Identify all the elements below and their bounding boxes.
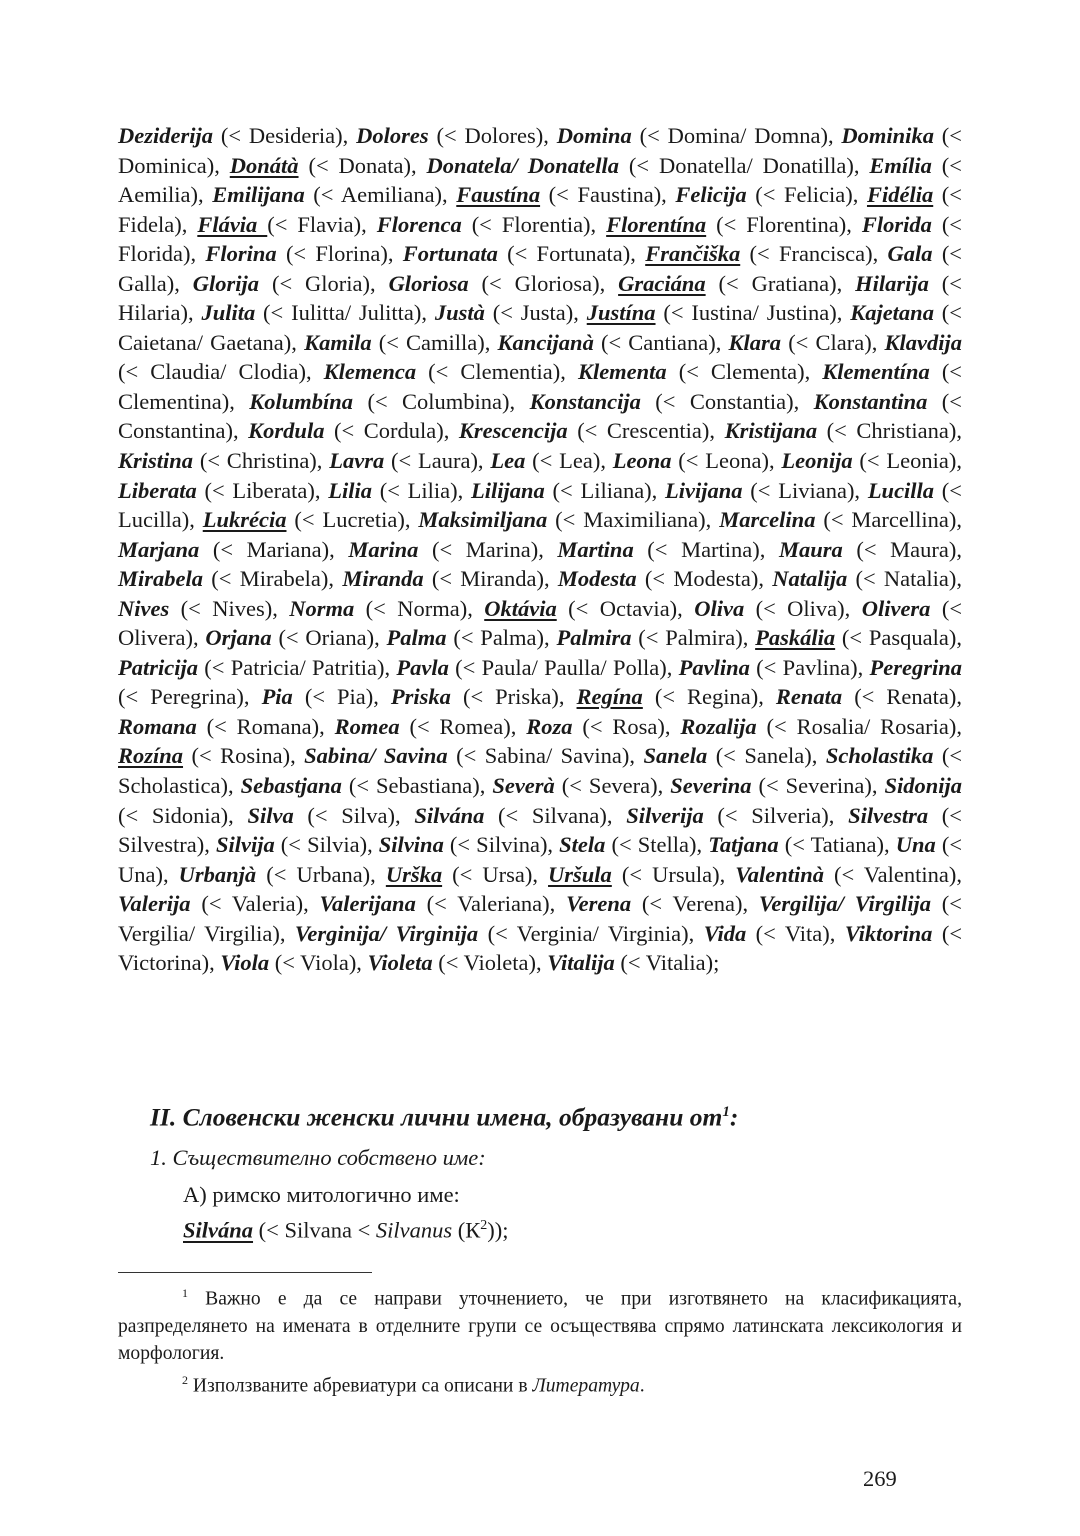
name-entry: Frančiška — [645, 241, 741, 267]
name-entry: Flávia — [197, 211, 268, 237]
name-source: (< Vita), — [746, 920, 845, 946]
name-entry: Rozína — [118, 743, 184, 769]
name-entry: Lea — [490, 448, 526, 474]
name-entry: Faustína — [456, 182, 541, 208]
name-source: (< Valeria), — [190, 891, 320, 917]
name-entry: Oktávia — [484, 595, 557, 621]
name-entry: Fortunata — [402, 241, 498, 267]
section-heading-text: II. Словенски женски лични имена, образувани от — [150, 1102, 723, 1132]
name-entry: Sebastjana — [240, 773, 342, 799]
name-source: (< Christina), — [193, 448, 330, 474]
name-entry: Patricija — [118, 654, 198, 680]
subsection-a-title: А) римско митологично име: — [183, 1182, 460, 1207]
name-entry: Pavlina — [678, 654, 750, 680]
name-source: (< Martina), — [633, 536, 780, 562]
name-source: (< Laura), — [384, 448, 491, 474]
name-source: (< Severa), — [554, 773, 671, 799]
footnote-1-number: 1 — [182, 1286, 188, 1300]
name-entry: Sabina/ Savina — [304, 743, 448, 769]
name-entry: Silverija — [626, 802, 704, 828]
name-entry: Kancijanà — [497, 329, 594, 355]
name-source: (< Gratiana), — [705, 270, 856, 296]
name-source: (< Stella), — [605, 832, 709, 858]
name-source: (< Sanela), — [707, 743, 826, 769]
name-source: (< Oriana), — [271, 625, 387, 651]
name-entry: Donatela/ Donatella — [426, 152, 619, 178]
subsection-1-title: 1. Съществително собствено име: — [150, 1145, 486, 1170]
name-entry: Florenca — [376, 211, 462, 237]
footnote-2-text: Използваните абревиатури са описани в — [188, 1375, 533, 1397]
name-source: (< Liviana), — [742, 477, 868, 503]
footnote-2-italic: Литература — [532, 1375, 640, 1397]
name-entry: Vitalija — [547, 950, 615, 976]
name-source: (< Peregrina), — [118, 684, 262, 710]
name-source: (< Miranda), — [423, 566, 558, 592]
name-source: (< Gloriosa), — [468, 270, 619, 296]
name-source: (< Vergilia/ Virgilia), — [118, 891, 962, 946]
name-source: (< Olivera), — [118, 595, 963, 651]
name-entry: Romea — [334, 713, 400, 739]
name-source: (< Norma), — [354, 595, 485, 621]
name-source: (< Leonia), — [852, 448, 962, 474]
name-source: (< Sebastiana), — [341, 773, 493, 799]
name-source: (< Nives), — [169, 595, 290, 621]
name-source: (< Lilia), — [371, 477, 472, 503]
name-entry: Miranda — [342, 566, 424, 592]
name-entry: Kamila — [304, 329, 372, 355]
name-entry: Vida — [703, 920, 747, 946]
name-source: (< Clementina), — [118, 359, 963, 414]
name-entry: Leonija — [781, 448, 853, 474]
name-source: (< Natalia), — [847, 566, 962, 592]
name-source: (< Lucilla), — [118, 477, 962, 533]
name-source: (< Crescentia), — [567, 418, 725, 444]
name-entry: Silva — [247, 802, 294, 828]
name-source: (< Caietana/ Gaetana), — [118, 300, 962, 355]
name-source: (< Patricia/ Patritia), — [198, 654, 397, 680]
name-source: (< Verena), — [631, 891, 759, 917]
name-source: (< Mariana), — [199, 536, 349, 562]
name-entry: Klavdija — [884, 329, 962, 355]
name-entry: Modesta — [557, 566, 637, 592]
example-name: Silvána — [183, 1217, 254, 1243]
name-source: (< Felicia), — [746, 182, 867, 208]
name-source: (< Lucretia), — [286, 507, 419, 533]
name-entry: Marcelina — [719, 507, 816, 533]
name-source: (< Florentina), — [706, 211, 862, 237]
name-entry: Urška — [385, 861, 443, 887]
name-source: (< Dominica), — [118, 123, 962, 178]
footnote-divider — [118, 1272, 372, 1273]
name-entry: Marina — [348, 536, 419, 562]
name-source: (< Sidonia), — [118, 802, 248, 828]
name-entry: Palma — [386, 625, 447, 651]
name-source: (< Liberata), — [196, 477, 329, 503]
name-entry: Lavra — [329, 448, 385, 474]
name-entry: Severina — [670, 773, 752, 799]
name-source: (< Aemilia), — [118, 152, 962, 208]
name-entry: Lilijana — [471, 477, 545, 503]
name-entry: Maksimiljana — [418, 507, 548, 533]
name-source: (< Galla), — [118, 241, 963, 296]
name-entry: Orjana — [205, 625, 272, 651]
name-entry: Silvina — [378, 832, 444, 858]
name-entry: Lucilla — [867, 477, 935, 503]
name-source: (< Clementa), — [666, 359, 823, 385]
name-entry: Valerijana — [319, 891, 416, 917]
name-source: (< Pia), — [292, 684, 391, 710]
name-entry: Gloriosa — [388, 270, 469, 296]
name-source: (< Ursula), — [611, 861, 736, 887]
name-entry: Violeta — [367, 950, 433, 976]
name-source: (< Silva), — [293, 802, 415, 828]
name-source: (< Mirabela), — [203, 566, 343, 592]
name-entry: Florida — [861, 211, 932, 237]
name-entry: Gala — [887, 241, 933, 267]
name-entry: Scholastika — [825, 743, 934, 769]
name-source: (< Dolores), — [428, 123, 557, 148]
name-entry: Liberata — [118, 477, 197, 503]
name-entry: Kristina — [118, 448, 194, 474]
name-entry: Fidélia — [866, 182, 934, 208]
name-entry: Paskália — [755, 625, 836, 651]
name-entry: Pia — [261, 684, 293, 710]
name-source: (< Leona), — [671, 448, 782, 474]
name-source: (< Marcellina), — [815, 507, 962, 533]
name-source: (< Silvina), — [443, 832, 560, 858]
name-entry: Lukrécia — [202, 507, 287, 533]
name-source: (< Viola), — [269, 950, 368, 976]
name-source: (< Liliana), — [544, 477, 666, 503]
name-entry: Verginija/ Virginija — [294, 920, 479, 946]
name-entry: Klemenca — [323, 359, 417, 385]
name-source: (< Palmira), — [631, 625, 756, 651]
name-entry: Marjana — [118, 536, 200, 562]
name-source: (< Sabina/ Savina), — [447, 743, 644, 769]
name-source: (< Constantina), — [118, 388, 962, 444]
name-entry: Martina — [557, 536, 634, 562]
name-entry: Rozalija — [680, 713, 757, 739]
name-entry: Silvija — [215, 832, 275, 858]
name-source: (< Cordula), — [324, 418, 459, 444]
name-source: (< Priska), — [450, 684, 577, 710]
name-entry: Kristijana — [724, 418, 818, 444]
footnote-ref-1: 1 — [722, 1104, 730, 1120]
example-italic: Silvanus — [375, 1217, 453, 1243]
name-source: (< Maura), — [842, 536, 963, 562]
name-source: (< Rosa), — [572, 713, 681, 739]
name-source: (< Iustina/ Justina), — [655, 300, 851, 326]
name-source: (< Violeta), — [432, 950, 548, 976]
name-entry: Sidonija — [884, 773, 962, 799]
name-entry: Palmira — [556, 625, 632, 651]
name-entry: Vergilija/ Virgilija — [758, 891, 931, 917]
name-entry: Krescencija — [458, 418, 568, 444]
name-entry: Florina — [205, 241, 277, 267]
name-source: (< Flavia), — [267, 211, 377, 237]
section-heading — [150, 1095, 970, 1135]
footnote-1 — [118, 1280, 962, 1367]
name-source: (< Constantia), — [640, 388, 814, 414]
name-source: (< Donata), — [298, 152, 427, 178]
name-entry: Urbanjà — [178, 861, 257, 887]
name-source: (< Pavlina), — [749, 654, 870, 680]
name-source: (< Christiana), — [817, 418, 962, 444]
name-entry: Klementa — [577, 359, 667, 385]
name-source: (< Claudia/ Clodia), — [118, 359, 324, 385]
name-source: (< Domina/ Domna), — [631, 123, 842, 148]
name-source: (< Lea), — [525, 448, 613, 474]
name-entry: Kajetana — [850, 300, 934, 326]
name-entry: Valerija — [118, 891, 191, 917]
name-source: (< Tatiana), — [778, 832, 896, 858]
name-entry: Lilia — [328, 477, 372, 503]
name-source: (< Silveria), — [703, 802, 849, 828]
name-entry: Dolores — [356, 123, 429, 148]
name-source: (< Scholastica), — [118, 743, 963, 799]
name-entry: Maura — [779, 536, 843, 562]
example-text-1: (< Silvana < — [253, 1217, 376, 1243]
name-entry: Kordula — [248, 418, 325, 444]
name-source: (< Clara), — [781, 329, 885, 355]
example-text-3: )); — [487, 1217, 509, 1243]
name-entry: Hilarija — [855, 270, 929, 296]
name-source: (< Regina), — [642, 684, 776, 710]
name-source: (< Florina), — [276, 241, 403, 267]
name-source: (< Pasquala), — [835, 625, 962, 651]
name-entry: Emilijana — [212, 182, 305, 208]
name-source: (< Urbana), — [256, 861, 386, 887]
name-entry: Deziderija — [118, 123, 213, 148]
name-source: (< Donatella/ Donatilla), — [618, 152, 870, 178]
name-source: (< Florida), — [118, 211, 962, 267]
name-entry: Domina — [556, 123, 632, 148]
name-entry: Justína — [586, 300, 656, 326]
name-source: (< Hilaria), — [118, 270, 962, 326]
name-source: (< Victorina), — [118, 920, 963, 976]
section-heading-colon: : — [729, 1102, 739, 1132]
name-source: (< Maximiliana), — [547, 507, 720, 533]
name-entry: Renata — [775, 684, 843, 710]
name-entry: Justà — [434, 300, 485, 326]
name-entry: Peregrina — [869, 654, 963, 680]
name-entry: Romana — [118, 713, 197, 739]
name-entry: Oliva — [694, 595, 745, 621]
name-source: (< Francisca), — [740, 241, 888, 267]
name-entry: Kolumbína — [249, 388, 354, 414]
name-source: (< Cantiana), — [593, 329, 729, 355]
name-entry: Norma — [289, 595, 355, 621]
example-entry — [183, 1211, 509, 1246]
name-source: (< Columbina), — [353, 388, 530, 414]
name-entry: Klementína — [822, 359, 930, 385]
name-entry: Roza — [526, 713, 573, 739]
name-entry: Glorija — [192, 270, 260, 296]
name-entry: Livijana — [665, 477, 743, 503]
name-source: (< Romana), — [196, 713, 335, 739]
name-entry: Silvána — [414, 802, 485, 828]
name-entry: Viola — [220, 950, 270, 976]
name-source: (< Palma), — [446, 625, 557, 651]
name-source: (< Rosalia/ Rosaria), — [756, 713, 963, 739]
name-entry: Valentinà — [735, 861, 825, 887]
name-source: (< Valeriana), — [415, 891, 567, 917]
name-entry: Una — [895, 832, 936, 858]
name-entry: Julita — [201, 300, 256, 326]
name-source: (< Justa), — [484, 300, 587, 326]
name-source: (< Fortunata), — [497, 241, 646, 267]
name-source: (< Octavia), — [556, 595, 695, 621]
name-entry: Graciána — [618, 270, 706, 296]
example-text-2: (К — [452, 1217, 481, 1243]
name-entry: Leona — [612, 448, 672, 474]
name-source: (< Romea), — [399, 713, 527, 739]
name-source: (< Iulitta/ Julitta), — [255, 300, 435, 326]
name-entry: Felicija — [675, 182, 747, 208]
name-entry: Natalija — [772, 566, 848, 592]
name-source: (< Marina), — [418, 536, 558, 562]
name-entry: Dominika — [841, 123, 934, 148]
name-entry: Konstantina — [813, 388, 928, 414]
footnote-1-text: Важно е да се направи уточнението, че при изготвянето на класификацията, разпределянето на имената в отделните групи се осъществява спрямо латинската лексикология и морфология. — [118, 1288, 962, 1364]
footnotes — [118, 1280, 962, 1399]
name-entry: Sanela — [643, 743, 708, 769]
name-source: (< Rosina), — [183, 743, 305, 769]
name-source: (< Vitalia); — [614, 950, 720, 976]
name-entry: Nives — [118, 595, 170, 621]
footnote-2-number: 2 — [182, 1372, 188, 1387]
page-number: 269 — [863, 1466, 897, 1491]
name-source: (< Paula/ Paulla/ Polla), — [448, 654, 679, 680]
name-source: (< Clementia), — [416, 359, 578, 385]
name-entry: Emília — [869, 152, 932, 178]
name-source: (< Renata), — [842, 684, 962, 710]
name-source: (< Modesta), — [636, 566, 773, 592]
name-source: (< Severina), — [751, 773, 885, 799]
name-entry: Konstancija — [529, 388, 641, 414]
name-source: (< Silvana), — [484, 802, 627, 828]
name-entry: Tatjana — [708, 832, 779, 858]
names-paragraph — [118, 121, 962, 978]
name-source: (< Silvia), — [274, 832, 379, 858]
name-source: (< Una), — [118, 832, 963, 887]
name-entry: Viktorina — [844, 920, 933, 946]
name-source: (< Valentina), — [824, 861, 962, 887]
name-source: (< Gloria), — [259, 270, 389, 296]
name-source: (< Fidela), — [118, 182, 962, 237]
name-source: (< Faustina), — [540, 182, 676, 208]
name-entry: Stela — [559, 832, 606, 858]
name-entry: Klara — [728, 329, 782, 355]
name-source: (< Ursa), — [442, 861, 549, 887]
name-source: (< Verginia/ Virginia), — [478, 920, 704, 946]
name-source: (< Silvestra), — [118, 802, 962, 858]
footnote-2-end: . — [639, 1375, 645, 1397]
name-entry: Severà — [492, 773, 555, 799]
name-source: (< Oliva), — [744, 595, 862, 621]
name-entry: Uršula — [548, 861, 612, 887]
name-entry: Olivera — [861, 595, 931, 621]
footnote-ref-2: 2 — [480, 1218, 488, 1233]
name-entry: Silvestra — [848, 802, 929, 828]
footnote-2 — [118, 1367, 962, 1400]
name-source: (< Aemiliana), — [304, 182, 457, 208]
name-entry: Donátà — [229, 152, 299, 178]
name-entry: Regína — [576, 684, 643, 710]
name-entry: Verena — [566, 891, 632, 917]
name-source: (< Florentia), — [461, 211, 607, 237]
name-entry: Mirabela — [118, 566, 204, 592]
name-entry: Pavla — [396, 654, 449, 680]
name-entry: Priska — [390, 684, 451, 710]
name-entry: Florentína — [606, 211, 707, 237]
name-source: (< Desideria), — [213, 123, 357, 148]
name-source: (< Camilla), — [371, 329, 498, 355]
